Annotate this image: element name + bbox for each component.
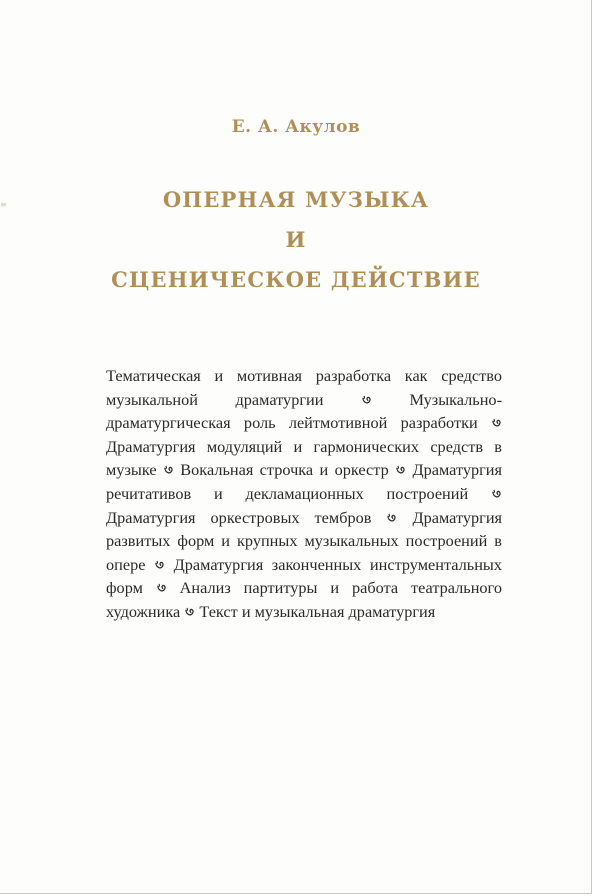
leaf-ornament-icon <box>157 583 166 594</box>
leaf-ornament-icon <box>185 607 194 618</box>
contents-item: Драматургия законченных инструментальных форм <box>106 554 502 598</box>
leaf-ornament-icon <box>362 395 371 406</box>
title-line-2: И <box>285 227 307 252</box>
leaf-ornament-icon <box>396 465 405 476</box>
contents-item: Драматургия развитых форм и крупных музыкальных построений в опере <box>106 507 503 574</box>
contents-item: Вокальная строчка и оркестр <box>180 460 389 480</box>
contents-item: Анализ партитуры и работа театрального художника <box>106 578 502 621</box>
contents-item: Драматургия оркестровых тембров <box>106 507 372 527</box>
contents-item: Тематическая и мотивная разработка как средство музыкальной драматургии <box>106 366 502 409</box>
leaf-ornament-icon <box>387 513 396 524</box>
leaf-ornament-icon <box>164 465 173 476</box>
contents-item: Текст и музыкальная драматургия <box>199 601 436 621</box>
contents-item: Драматургия модуляций и гармонических средств в музыке <box>106 436 502 480</box>
title-line-3: СЦЕНИЧЕСКОЕ ДЕЙСТВИЕ <box>111 267 481 292</box>
book-title <box>0 180 592 300</box>
leaf-ornament-icon <box>492 489 501 500</box>
leaf-ornament-icon <box>155 560 164 571</box>
edge-mark: ≡ <box>0 200 7 209</box>
contents-paragraph <box>106 364 502 624</box>
leaf-ornament-icon <box>492 418 501 429</box>
contents-item: Музыкально-драматургическая роль лейтмотивной разработки <box>106 389 502 433</box>
contents-item: Драматургия речитативов и декламационных построений <box>106 460 502 503</box>
title-line-1: ОПЕРНАЯ МУЗЫКА <box>162 187 430 212</box>
author-name: Е. А. Акулов <box>231 117 361 137</box>
